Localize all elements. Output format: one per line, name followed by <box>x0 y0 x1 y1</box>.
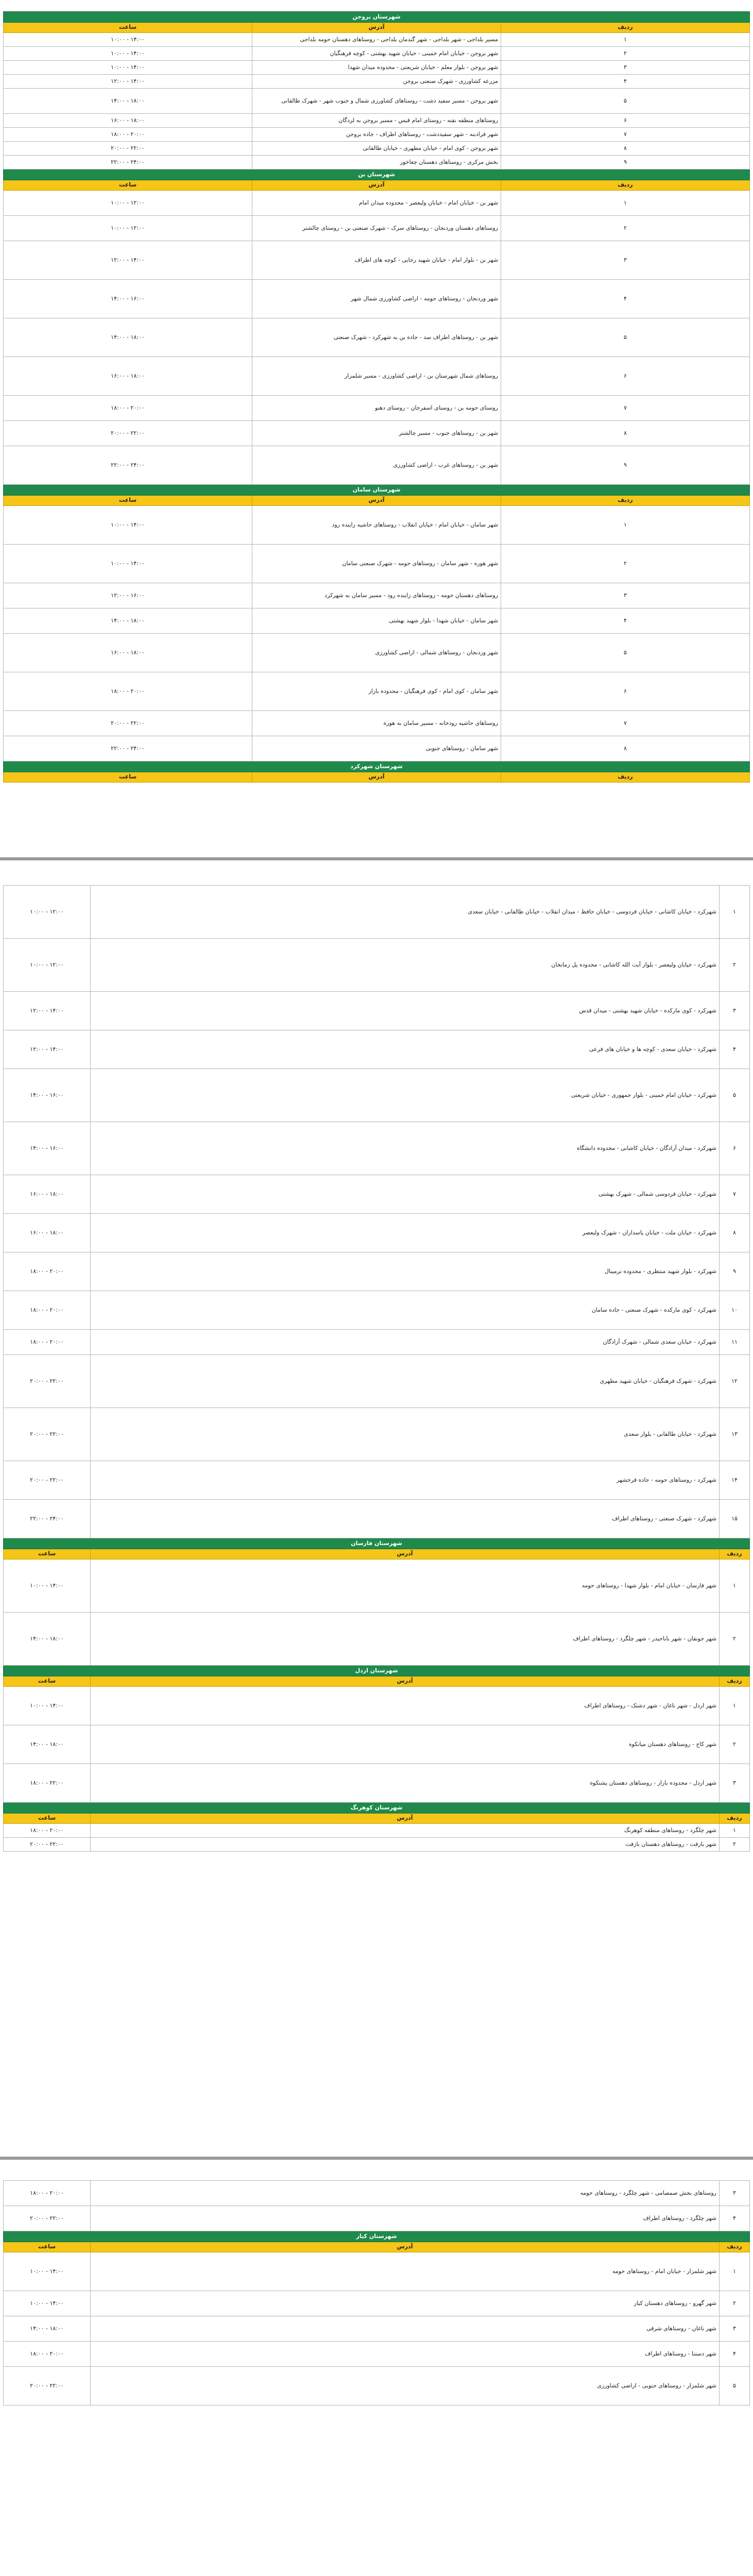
table-row <box>4 1355 750 1408</box>
table-row <box>4 1824 750 1838</box>
row-number: ۳ <box>720 1764 750 1803</box>
row-address: شهر اردل - محدوده بازار - روستاهای دهستان پشتکوه <box>91 1764 720 1803</box>
header-row-number: ردیف <box>501 23 750 33</box>
table-row <box>4 2342 750 2367</box>
row-time: ۲۰:۰۰ - ۲۲:۰۰ <box>4 1838 91 1852</box>
row-time: ۲۲:۰۰ - ۲۴:۰۰ <box>4 156 252 170</box>
row-number: ۲ <box>501 216 750 241</box>
row-address: شهر بن - روستاهای اطراف سد - جاده بن به شهرکرد - شهرک صنعتی <box>252 318 501 357</box>
row-time: ۱۴:۰۰ - ۱۸:۰۰ <box>4 89 252 114</box>
row-time: ۱۰:۰۰ - ۱۴:۰۰ <box>4 2291 91 2316</box>
row-address: شهر فارسان - خیابان امام - بلوار شهدا - روستاهای حومه <box>91 1560 720 1613</box>
row-number: ۴ <box>720 2342 750 2367</box>
table-row <box>4 1500 750 1538</box>
table-row <box>4 2316 750 2342</box>
table-header-row <box>4 496 750 506</box>
row-time: ۱۶:۰۰ - ۱۸:۰۰ <box>4 1175 91 1214</box>
row-time: ۱۶:۰۰ - ۱۸:۰۰ <box>4 634 252 672</box>
county-title: شهرستان شهرکرد <box>4 761 750 772</box>
header-row-number: ردیف <box>720 1676 750 1687</box>
row-time: ۱۰:۰۰ - ۱۴:۰۰ <box>4 2252 91 2291</box>
table-row <box>4 396 750 421</box>
table-row <box>4 1687 750 1725</box>
row-time: ۱۰:۰۰ - ۱۲:۰۰ <box>4 216 252 241</box>
row-number: ۲ <box>720 2291 750 2316</box>
row-number: ۶ <box>501 672 750 711</box>
row-address: شهر چلگرد - روستاهای اطراف <box>91 2206 720 2231</box>
row-time: ۲۰:۰۰ - ۲۲:۰۰ <box>4 1408 91 1461</box>
row-number: ۸ <box>720 1214 750 1252</box>
table-row <box>4 634 750 672</box>
table-row <box>4 89 750 114</box>
header-time: ساعت <box>4 1814 91 1824</box>
header-row-number: ردیف <box>720 2242 750 2252</box>
row-address: شهر ناغان - روستاهای شرقی <box>91 2316 720 2342</box>
county-title: شهرستان اردل <box>4 1666 750 1676</box>
row-address: شهر بن - بلوار امام - خیابان شهید رجایی - کوچه های اطراف <box>252 241 501 280</box>
row-time: ۱۴:۰۰ - ۱۸:۰۰ <box>4 2316 91 2342</box>
table-row <box>4 1330 750 1355</box>
row-address: روستای حومه بن - روستای اسفرجان - روستای دهنو <box>252 396 501 421</box>
header-address: آدرس <box>252 180 501 191</box>
row-number: ۵ <box>720 2367 750 2405</box>
row-address: شهر هوره - شهر سامان - روستاهای حومه - شهرک صنعتی سامان <box>252 545 501 583</box>
table-row <box>4 2252 750 2291</box>
table-row <box>4 1214 750 1252</box>
row-number: ۱۵ <box>720 1500 750 1538</box>
row-number: ۱ <box>501 33 750 47</box>
row-number: ۱ <box>720 1687 750 1725</box>
row-time: ۲۰:۰۰ - ۲۲:۰۰ <box>4 2206 91 2231</box>
header-address: آدرس <box>91 1814 720 1824</box>
row-address: روستاهای حاشیه رودخانه - مسیر سامان به هوره <box>252 711 501 736</box>
row-address: مزرعه کشاورزی - شهرک صنعتی بروجن <box>252 75 501 89</box>
row-time: ۱۰:۰۰ - ۱۲:۰۰ <box>4 886 91 939</box>
row-address: شهرکرد - خیابان ملت - خیابان پاسداران - شهرک ولیعصر <box>91 1214 720 1252</box>
row-number: ۷ <box>720 1175 750 1214</box>
row-time: ۱۰:۰۰ - ۱۴:۰۰ <box>4 1687 91 1725</box>
row-address: شهرکرد - خیابان امام خمینی - بلوار جمهوری - خیابان شریعتی <box>91 1069 720 1122</box>
row-number: ۱ <box>720 2252 750 2291</box>
row-address: مسیر بلداجی - شهر بلداجی - شهر گندمان بلداجی - روستاهای دهستان حومه بلداجی <box>252 33 501 47</box>
table-row <box>4 357 750 396</box>
row-number: ۳ <box>501 583 750 608</box>
row-number: ۹ <box>501 446 750 485</box>
row-time: ۱۴:۰۰ - ۱۶:۰۰ <box>4 1122 91 1175</box>
header-address: آدرس <box>252 23 501 33</box>
row-number: ۸ <box>501 736 750 761</box>
table-header-row <box>4 180 750 191</box>
table-row <box>4 1252 750 1291</box>
table-page-3 <box>3 2180 750 2405</box>
row-number: ۳ <box>720 2181 750 2206</box>
row-time: ۲۲:۰۰ - ۲۴:۰۰ <box>4 446 252 485</box>
table-row <box>4 280 750 318</box>
row-time: ۲۲:۰۰ - ۲۴:۰۰ <box>4 1500 91 1538</box>
row-address: شهر فرادبنه - شهر سفیددشت - روستاهای اطراف - جاده بروجن <box>252 128 501 142</box>
row-number: ۶ <box>501 357 750 396</box>
county-title-row <box>4 2231 750 2242</box>
header-row-number: ردیف <box>501 180 750 191</box>
table-row <box>4 318 750 357</box>
row-number: ۲ <box>720 939 750 992</box>
row-number: ۶ <box>720 1122 750 1175</box>
county-title-row <box>4 170 750 180</box>
row-time: ۱۸:۰۰ - ۲۰:۰۰ <box>4 2181 91 2206</box>
county-title-row <box>4 12 750 23</box>
row-address: شهرکرد - بلوار شهید منتظری - محدوده ترمینال <box>91 1252 720 1291</box>
table-row <box>4 1175 750 1214</box>
table-header-row <box>4 1814 750 1824</box>
row-time: ۱۴:۰۰ - ۱۸:۰۰ <box>4 1613 91 1666</box>
county-title: شهرستان سامان <box>4 485 750 496</box>
table-row <box>4 156 750 170</box>
row-time: ۱۴:۰۰ - ۱۸:۰۰ <box>4 318 252 357</box>
table-header-row <box>4 23 750 33</box>
row-number: ۱ <box>720 1824 750 1838</box>
table-row <box>4 939 750 992</box>
header-address: آدرس <box>252 496 501 506</box>
header-time: ساعت <box>4 2242 91 2252</box>
row-number: ۲ <box>501 47 750 61</box>
row-number: ۴ <box>501 75 750 89</box>
row-time: ۲۰:۰۰ - ۲۲:۰۰ <box>4 142 252 156</box>
row-number: ۱۴ <box>720 1461 750 1500</box>
table-row <box>4 886 750 939</box>
row-number: ۵ <box>501 318 750 357</box>
header-address: آدرس <box>252 772 501 783</box>
row-time: ۱۶:۰۰ - ۱۸:۰۰ <box>4 114 252 128</box>
row-address: شهر دستنا - روستاهای اطراف <box>91 2342 720 2367</box>
row-time: ۱۴:۰۰ - ۱۸:۰۰ <box>4 608 252 634</box>
row-time: ۱۲:۰۰ - ۱۶:۰۰ <box>4 583 252 608</box>
row-time: ۱۶:۰۰ - ۱۸:۰۰ <box>4 1214 91 1252</box>
county-title: شهرستان کیار <box>4 2231 750 2242</box>
table-row <box>4 114 750 128</box>
header-row-number: ردیف <box>501 772 750 783</box>
row-address: شهر وردنجان - روستاهای شمالی - اراضی کشاورزی <box>252 634 501 672</box>
row-address: شهر جونقان - شهر باباحیدر - شهر چلگرد - روستاهای اطراف <box>91 1613 720 1666</box>
row-number: ۷ <box>501 128 750 142</box>
header-time: ساعت <box>4 23 252 33</box>
county-title-row <box>4 1538 750 1549</box>
row-number: ۳ <box>501 61 750 75</box>
row-address: شهر بروجن - خیابان امام خمینی - خیابان شهید بهشتی - کوچه فرهنگیان <box>252 47 501 61</box>
table-row <box>4 1291 750 1330</box>
header-row-number: ردیف <box>501 496 750 506</box>
row-number: ۲ <box>720 1725 750 1764</box>
table-row <box>4 736 750 761</box>
table-row <box>4 75 750 89</box>
page-1 <box>0 0 753 855</box>
table-row <box>4 446 750 485</box>
row-time: ۱۶:۰۰ - ۱۸:۰۰ <box>4 357 252 396</box>
row-time: ۱۲:۰۰ - ۱۴:۰۰ <box>4 992 91 1030</box>
header-time: ساعت <box>4 772 252 783</box>
header-time: ساعت <box>4 180 252 191</box>
row-number: ۱ <box>501 191 750 216</box>
row-address: روستاهای دهستان وردنجان - روستاهای سرک - شهرک صنعتی بن - روستای چالشتر <box>252 216 501 241</box>
row-time: ۲۰:۰۰ - ۲۲:۰۰ <box>4 2367 91 2405</box>
row-number: ۱۲ <box>720 1355 750 1408</box>
row-address: شهر بروجن - کوی امام - خیابان مطهری - خیابان طالقانی <box>252 142 501 156</box>
row-time: ۱۸:۰۰ - ۲۰:۰۰ <box>4 1291 91 1330</box>
row-time: ۲۰:۰۰ - ۲۲:۰۰ <box>4 1355 91 1408</box>
county-title-row <box>4 1666 750 1676</box>
county-title-row <box>4 485 750 496</box>
page-2 <box>0 876 753 2138</box>
table-row <box>4 992 750 1030</box>
row-address: شهر بروجن - بلوار معلم - خیابان شریعتی - محدوده میدان شهدا <box>252 61 501 75</box>
row-number: ۲ <box>501 545 750 583</box>
table-row <box>4 1613 750 1666</box>
table-header-row <box>4 1676 750 1687</box>
row-address: شهر چلگرد - روستاهای منطقه کوهرنگ <box>91 1824 720 1838</box>
row-address: شهر سامان - خیابان امام - خیابان انقلاب - روستاهای حاشیه زاینده رود <box>252 506 501 545</box>
row-number: ۳ <box>720 992 750 1030</box>
row-number: ۳ <box>720 2316 750 2342</box>
table-header-row <box>4 772 750 783</box>
row-address: شهرکرد - خیابان سعدی - کوچه ها و خیابان های فرعی <box>91 1030 720 1069</box>
row-time: ۲۰:۰۰ - ۲۲:۰۰ <box>4 711 252 736</box>
header-row-number: ردیف <box>720 1814 750 1824</box>
row-address: شهرکرد - خیابان کاشانی - خیابان فردوسی - خیابان حافظ - میدان انقلاب - خیابان طالقانی - خیابان سعدی <box>91 886 720 939</box>
row-number: ۷ <box>501 711 750 736</box>
header-address: آدرس <box>91 1676 720 1687</box>
row-number: ۱۳ <box>720 1408 750 1461</box>
row-address: شهر بازفت - روستاهای دهستان بازفت <box>91 1838 720 1852</box>
table-row <box>4 33 750 47</box>
table-row <box>4 2367 750 2405</box>
row-address: روستاهای بخش صمصامی - شهر چلگرد - روستاهای حومه <box>91 2181 720 2206</box>
row-time: ۱۲:۰۰ - ۱۴:۰۰ <box>4 1030 91 1069</box>
county-title: شهرستان کوهرنگ <box>4 1803 750 1814</box>
table-row <box>4 241 750 280</box>
row-address: شهرکرد - میدان آزادگان - خیابان کاشانی - محدوده دانشگاه <box>91 1122 720 1175</box>
row-time: ۱۰:۰۰ - ۱۴:۰۰ <box>4 61 252 75</box>
table-row <box>4 1030 750 1069</box>
header-time: ساعت <box>4 1676 91 1687</box>
row-time: ۲۰:۰۰ - ۲۲:۰۰ <box>4 421 252 446</box>
row-address: شهرکرد - خیابان فردوسی شمالی - شهرک بهشتی <box>91 1175 720 1214</box>
table-row <box>4 2206 750 2231</box>
row-number: ۶ <box>501 114 750 128</box>
row-address: شهر گهرو - روستاهای دهستان کیار <box>91 2291 720 2316</box>
page-separator <box>0 857 753 860</box>
row-time: ۱۰:۰۰ - ۱۴:۰۰ <box>4 1560 91 1613</box>
row-address: شهر بروجن - مسیر سفید دشت - روستاهای کشاورزی شمال و جنوب شهر - شهرک طالقانی <box>252 89 501 114</box>
row-time: ۲۲:۰۰ - ۲۴:۰۰ <box>4 736 252 761</box>
row-number: ۷ <box>501 396 750 421</box>
row-time: ۱۰:۰۰ - ۱۲:۰۰ <box>4 191 252 216</box>
table-row <box>4 2291 750 2316</box>
row-address: روستاهای منطقه نقنه - روستای امام قیس - مسیر بروجن به لردگان <box>252 114 501 128</box>
row-number: ۴ <box>501 608 750 634</box>
row-time: ۱۸:۰۰ - ۲۰:۰۰ <box>4 2342 91 2367</box>
row-address: شهر بن - روستاهای غرب - اراضی کشاورزی <box>252 446 501 485</box>
row-time: ۱۸:۰۰ - ۲۰:۰۰ <box>4 1330 91 1355</box>
header-address: آدرس <box>91 1549 720 1560</box>
row-number: ۹ <box>720 1252 750 1291</box>
table-row <box>4 545 750 583</box>
county-title-row <box>4 761 750 772</box>
table-row <box>4 608 750 634</box>
row-address: شهر شلمزار - روستاهای جنوبی - اراضی کشاورزی <box>91 2367 720 2405</box>
table-row <box>4 1122 750 1175</box>
row-time: ۱۴:۰۰ - ۱۸:۰۰ <box>4 1725 91 1764</box>
table-row <box>4 47 750 61</box>
row-time: ۱۸:۰۰ - ۲۰:۰۰ <box>4 1824 91 1838</box>
row-time: ۱۰:۰۰ - ۱۲:۰۰ <box>4 939 91 992</box>
row-time: ۱۸:۰۰ - ۲۰:۰۰ <box>4 672 252 711</box>
table-row <box>4 421 750 446</box>
row-time: ۱۸:۰۰ - ۲۰:۰۰ <box>4 128 252 142</box>
table-row <box>4 711 750 736</box>
row-address: شهر وردنجان - روستاهای حومه - اراضی کشاورزی شمال شهر <box>252 280 501 318</box>
row-number: ۵ <box>720 1069 750 1122</box>
table-row <box>4 142 750 156</box>
header-time: ساعت <box>4 1549 91 1560</box>
table-row <box>4 506 750 545</box>
row-number: ۲ <box>720 1838 750 1852</box>
row-address: شهر اردل - شهر ناغان - شهر دشتک - روستاهای اطراف <box>91 1687 720 1725</box>
row-address: بخش مرکزی - روستاهای دهستان چغاخور <box>252 156 501 170</box>
row-time: ۱۲:۰۰ - ۱۴:۰۰ <box>4 75 252 89</box>
row-time: ۱۴:۰۰ - ۱۶:۰۰ <box>4 1069 91 1122</box>
row-address: شهر بن - خیابان امام - خیابان ولیعصر - محدوده میدان امام <box>252 191 501 216</box>
row-number: ۳ <box>501 241 750 280</box>
row-address: شهر بن - روستاهای جنوب - مسیر چالشتر <box>252 421 501 446</box>
table-row <box>4 583 750 608</box>
row-time: ۱۸:۰۰ - ۲۰:۰۰ <box>4 1252 91 1291</box>
row-address: شهر سامان - کوی امام - کوی فرهنگیان - محدوده بازار <box>252 672 501 711</box>
row-address: شهرکرد - کوی مارکده - شهرک صنعتی - جاده سامان <box>91 1291 720 1330</box>
row-address: روستاهای شمال شهرستان بن - اراضی کشاورزی - مسیر شلمزار <box>252 357 501 396</box>
row-number: ۴ <box>501 280 750 318</box>
row-number: ۹ <box>501 156 750 170</box>
row-address: شهر کاج - روستاهای دهستان میانکوه <box>91 1725 720 1764</box>
county-title: شهرستان بروجن <box>4 12 750 23</box>
county-title: شهرستان بن <box>4 170 750 180</box>
row-number: ۸ <box>501 421 750 446</box>
row-address: شهرکرد - شهرک فرهنگیان - خیابان شهید مطهری <box>91 1355 720 1408</box>
page-separator <box>0 2157 753 2160</box>
table-row <box>4 1560 750 1613</box>
table-row <box>4 1461 750 1500</box>
header-address: آدرس <box>91 2242 720 2252</box>
table-row <box>4 1838 750 1852</box>
row-number: ۵ <box>501 634 750 672</box>
row-number: ۱ <box>501 506 750 545</box>
row-time: ۱۰:۰۰ - ۱۴:۰۰ <box>4 47 252 61</box>
header-time: ساعت <box>4 496 252 506</box>
table-row <box>4 672 750 711</box>
row-number: ۵ <box>501 89 750 114</box>
row-time: ۱۸:۰۰ - ۲۰:۰۰ <box>4 396 252 421</box>
row-number: ۸ <box>501 142 750 156</box>
row-number: ۴ <box>720 2206 750 2231</box>
row-number: ۴ <box>720 1030 750 1069</box>
row-number: ۱۰ <box>720 1291 750 1330</box>
table-row <box>4 216 750 241</box>
row-address: روستاهای دهستان حومه - روستاهای زاینده رود - مسیر سامان به شهرکرد <box>252 583 501 608</box>
table-header-row <box>4 1549 750 1560</box>
row-time: ۱۴:۰۰ - ۱۶:۰۰ <box>4 280 252 318</box>
table-row <box>4 1069 750 1122</box>
row-address: شهرکرد - شهرک صنعتی - روستاهای اطراف <box>91 1500 720 1538</box>
row-time: ۱۸:۰۰ - ۲۲:۰۰ <box>4 1764 91 1803</box>
table-row <box>4 1408 750 1461</box>
row-number: ۱۱ <box>720 1330 750 1355</box>
row-time: ۱۲:۰۰ - ۱۴:۰۰ <box>4 241 252 280</box>
table-page-2 <box>3 885 750 1852</box>
table-row <box>4 128 750 142</box>
row-number: ۱ <box>720 1560 750 1613</box>
row-number: ۲ <box>720 1613 750 1666</box>
row-address: شهرکرد - خیابان سعدی شمالی - شهرک آزادگان <box>91 1330 720 1355</box>
county-title: شهرستان فارسان <box>4 1538 750 1549</box>
row-address: شهر سامان - خیابان شهدا - بلوار شهید بهشتی <box>252 608 501 634</box>
row-address: شهر شلمزار - خیابان امام - روستاهای حومه <box>91 2252 720 2291</box>
page-3 <box>0 2164 753 2576</box>
row-address: شهرکرد - خیابان طالقانی - بلوار سعدی <box>91 1408 720 1461</box>
table-row <box>4 191 750 216</box>
table-row <box>4 1725 750 1764</box>
header-row-number: ردیف <box>720 1549 750 1560</box>
row-time: ۱۰:۰۰ - ۱۴:۰۰ <box>4 33 252 47</box>
table-row <box>4 1764 750 1803</box>
row-address: شهرکرد - روستاهای حومه - جاده فرخشهر <box>91 1461 720 1500</box>
row-time: ۱۰:۰۰ - ۱۴:۰۰ <box>4 506 252 545</box>
county-title-row <box>4 1803 750 1814</box>
table-page-1 <box>3 11 750 783</box>
row-address: شهرکرد - خیابان ولیعصر - بلوار آیت الله کاشانی - محدوده پل زمانخان <box>91 939 720 992</box>
row-time: ۲۰:۰۰ - ۲۲:۰۰ <box>4 1461 91 1500</box>
row-number: ۱ <box>720 886 750 939</box>
row-time: ۱۰:۰۰ - ۱۴:۰۰ <box>4 545 252 583</box>
table-header-row <box>4 2242 750 2252</box>
table-row <box>4 2181 750 2206</box>
table-row <box>4 61 750 75</box>
row-address: شهرکرد - کوی مارکده - خیابان شهید بهشتی - میدان قدس <box>91 992 720 1030</box>
row-address: شهر سامان - روستاهای جنوبی <box>252 736 501 761</box>
